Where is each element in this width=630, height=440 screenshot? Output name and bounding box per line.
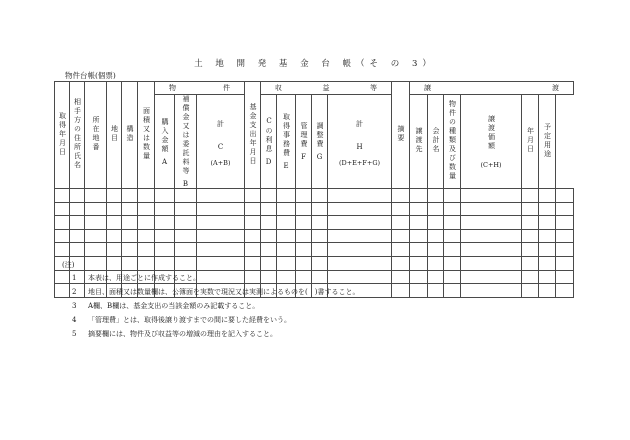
table-cell [410,216,428,230]
table-cell [70,229,85,243]
col-acquisition-date: 取得年月日 [55,82,70,189]
ledger-title: 土 地 開 発 基 金 台 帳（そ の 3） [194,59,436,69]
table-cell [85,229,107,243]
notes [62,262,359,345]
table-cell [296,216,312,230]
col-seller: 相手方の住所氏名 [70,82,85,189]
table-cell [138,216,155,230]
col-land-category: 地目 [107,82,122,189]
col-transfer-price: 譲渡価額 (C+H) [461,95,522,189]
table-cell [277,202,296,216]
table-cell [85,243,107,257]
table-cell [312,216,328,230]
table-cell [138,189,155,203]
table-cell [522,202,539,216]
table-cell [522,229,539,243]
table-cell [296,202,312,216]
table-row [55,216,574,230]
table-cell [328,229,392,243]
table-cell [556,216,574,230]
table-cell [197,202,245,216]
table-cell [55,243,70,257]
table-cell [428,216,444,230]
table-cell [245,202,261,216]
table-cell [122,243,138,257]
col-property-type: 物件の種類及び数量 [444,95,461,189]
table-cell [539,202,556,216]
table-cell [155,189,175,203]
table-cell [197,229,245,243]
table-cell [410,256,428,270]
table-cell [328,216,392,230]
table-cell [392,202,410,216]
table-cell [522,216,539,230]
table-cell [328,189,392,203]
table-cell [277,216,296,230]
table-cell [392,189,410,203]
table-cell [428,243,444,257]
note-item: 3 A欄、B欄は、基金支出の当該金額のみ記載すること。 [72,302,260,310]
table-cell [245,216,261,230]
table-cell [522,270,539,284]
table-row [55,202,574,216]
table-cell [261,189,277,203]
notes-title: (注) [62,261,75,269]
col-total-c: 計 C (A+B) [197,95,245,189]
table-cell [444,270,461,284]
table-cell [175,243,197,257]
table-cell [461,229,522,243]
ledger-subtitle: 物件台帳(個票) [65,71,116,80]
col-transferee: 譲渡先 [410,95,428,189]
table-cell [539,270,556,284]
table-cell [461,243,522,257]
table-cell [312,243,328,257]
table-cell [539,243,556,257]
table-cell [277,243,296,257]
col-remarks: 摘要 [392,82,410,189]
table-cell [392,216,410,230]
table-cell [539,229,556,243]
table-cell [261,243,277,257]
table-cell [296,189,312,203]
table-cell [197,189,245,203]
table-cell [107,216,122,230]
table-cell [556,256,574,270]
table-cell [444,256,461,270]
table-cell [428,284,444,298]
table-cell [155,243,175,257]
table-cell [296,229,312,243]
table-cell [197,216,245,230]
table-cell [428,189,444,203]
col-area-quantity: 面積又は数量 [138,82,155,189]
table-cell [556,189,574,203]
table-cell [392,243,410,257]
table-cell [428,229,444,243]
table-cell [461,189,522,203]
table-cell [138,243,155,257]
table-cell [328,243,392,257]
table-cell [70,243,85,257]
table-cell [277,189,296,203]
table-cell [539,256,556,270]
col-interest: Cの利息 D [261,95,277,189]
table-cell [461,256,522,270]
table-cell [522,256,539,270]
col-fund-payment-date: 基金支出年月日 [245,82,261,189]
table-cell [261,229,277,243]
table-cell [55,229,70,243]
group-revenue: 収 益 等 [261,82,392,95]
table-cell [312,202,328,216]
table-cell [122,189,138,203]
table-cell [107,202,122,216]
table-cell [155,216,175,230]
group-transfer: 譲 渡 [410,82,574,95]
table-cell [155,229,175,243]
note-item: 1 本表は、用途ごとに作成すること。 [72,274,200,282]
table-cell [55,189,70,203]
table-cell [107,189,122,203]
table-cell [522,284,539,298]
table-cell [410,202,428,216]
col-date: 年月日 [522,95,539,189]
table-cell [410,243,428,257]
col-structure: 構造 [122,82,138,189]
table-cell [410,189,428,203]
table-cell [428,202,444,216]
table-cell [410,270,428,284]
table-cell [410,229,428,243]
table-cell [392,270,410,284]
table-row [55,229,574,243]
table-cell [70,189,85,203]
table-cell [392,229,410,243]
table-cell [122,229,138,243]
table-cell [539,284,556,298]
table-cell [175,189,197,203]
table-cell [556,202,574,216]
table-cell [85,189,107,203]
col-purpose: 予定用途 [539,95,556,189]
table-cell [107,243,122,257]
table-cell [392,284,410,298]
col-total-h: 計 H (D+E+F+G) [328,95,392,189]
table-cell [444,202,461,216]
table-cell [155,202,175,216]
table-cell [55,216,70,230]
col-location: 所在地番 [85,82,107,189]
table-cell [175,216,197,230]
col-adjustment-cost: 調整費 G [312,95,328,189]
table-cell [245,189,261,203]
table-cell [245,229,261,243]
table-cell [70,216,85,230]
table-cell [461,216,522,230]
table-cell [55,202,70,216]
table-cell [522,189,539,203]
table-row [55,189,574,203]
table-cell [428,270,444,284]
table-cell [245,243,261,257]
note-item: 4 「管理費」とは、取得後譲り渡すまでの間に要した経費をいう。 [72,316,291,324]
group-property: 物件 [155,82,245,95]
table-cell [556,270,574,284]
table-cell [539,216,556,230]
table-cell [461,284,522,298]
table-cell [296,243,312,257]
note-item: 5 摘要欄には、物件及び収益等の増減の理由を記入すること。 [72,330,277,338]
table-row [55,243,574,257]
table-cell [328,202,392,216]
table-cell [444,243,461,257]
col-purchase-price: 購入金額 A [155,95,175,189]
note-item: 2 地目、面積又は数量欄は、公簿面を実数で現況又は実測によるものを( )書すること。 [72,288,360,296]
table-cell [444,229,461,243]
table-cell [444,216,461,230]
col-office-cost: 取得事務費 E [277,95,296,189]
table-cell [107,229,122,243]
table-cell [85,216,107,230]
table-cell [312,229,328,243]
col-account: 会計名 [428,95,444,189]
table-cell [410,284,428,298]
table-cell [461,270,522,284]
table-cell [556,284,574,298]
table-cell [175,202,197,216]
table-cell [444,284,461,298]
table-cell [392,256,410,270]
table-cell [556,229,574,243]
table-cell [522,243,539,257]
table-cell [122,202,138,216]
table-cell [138,229,155,243]
table-cell [461,202,522,216]
table-cell [444,189,461,203]
table-cell [261,216,277,230]
table-cell [122,216,138,230]
table-cell [277,229,296,243]
table-cell [138,202,155,216]
table-cell [556,243,574,257]
table-cell [197,243,245,257]
table-cell [85,202,107,216]
table-cell [312,189,328,203]
table-cell [175,229,197,243]
table-cell [539,189,556,203]
table-cell [428,256,444,270]
col-compensation: 補償金又は委託料等 B [175,95,197,189]
col-management-cost: 管理費 F [296,95,312,189]
table-cell [261,202,277,216]
table-cell [70,202,85,216]
